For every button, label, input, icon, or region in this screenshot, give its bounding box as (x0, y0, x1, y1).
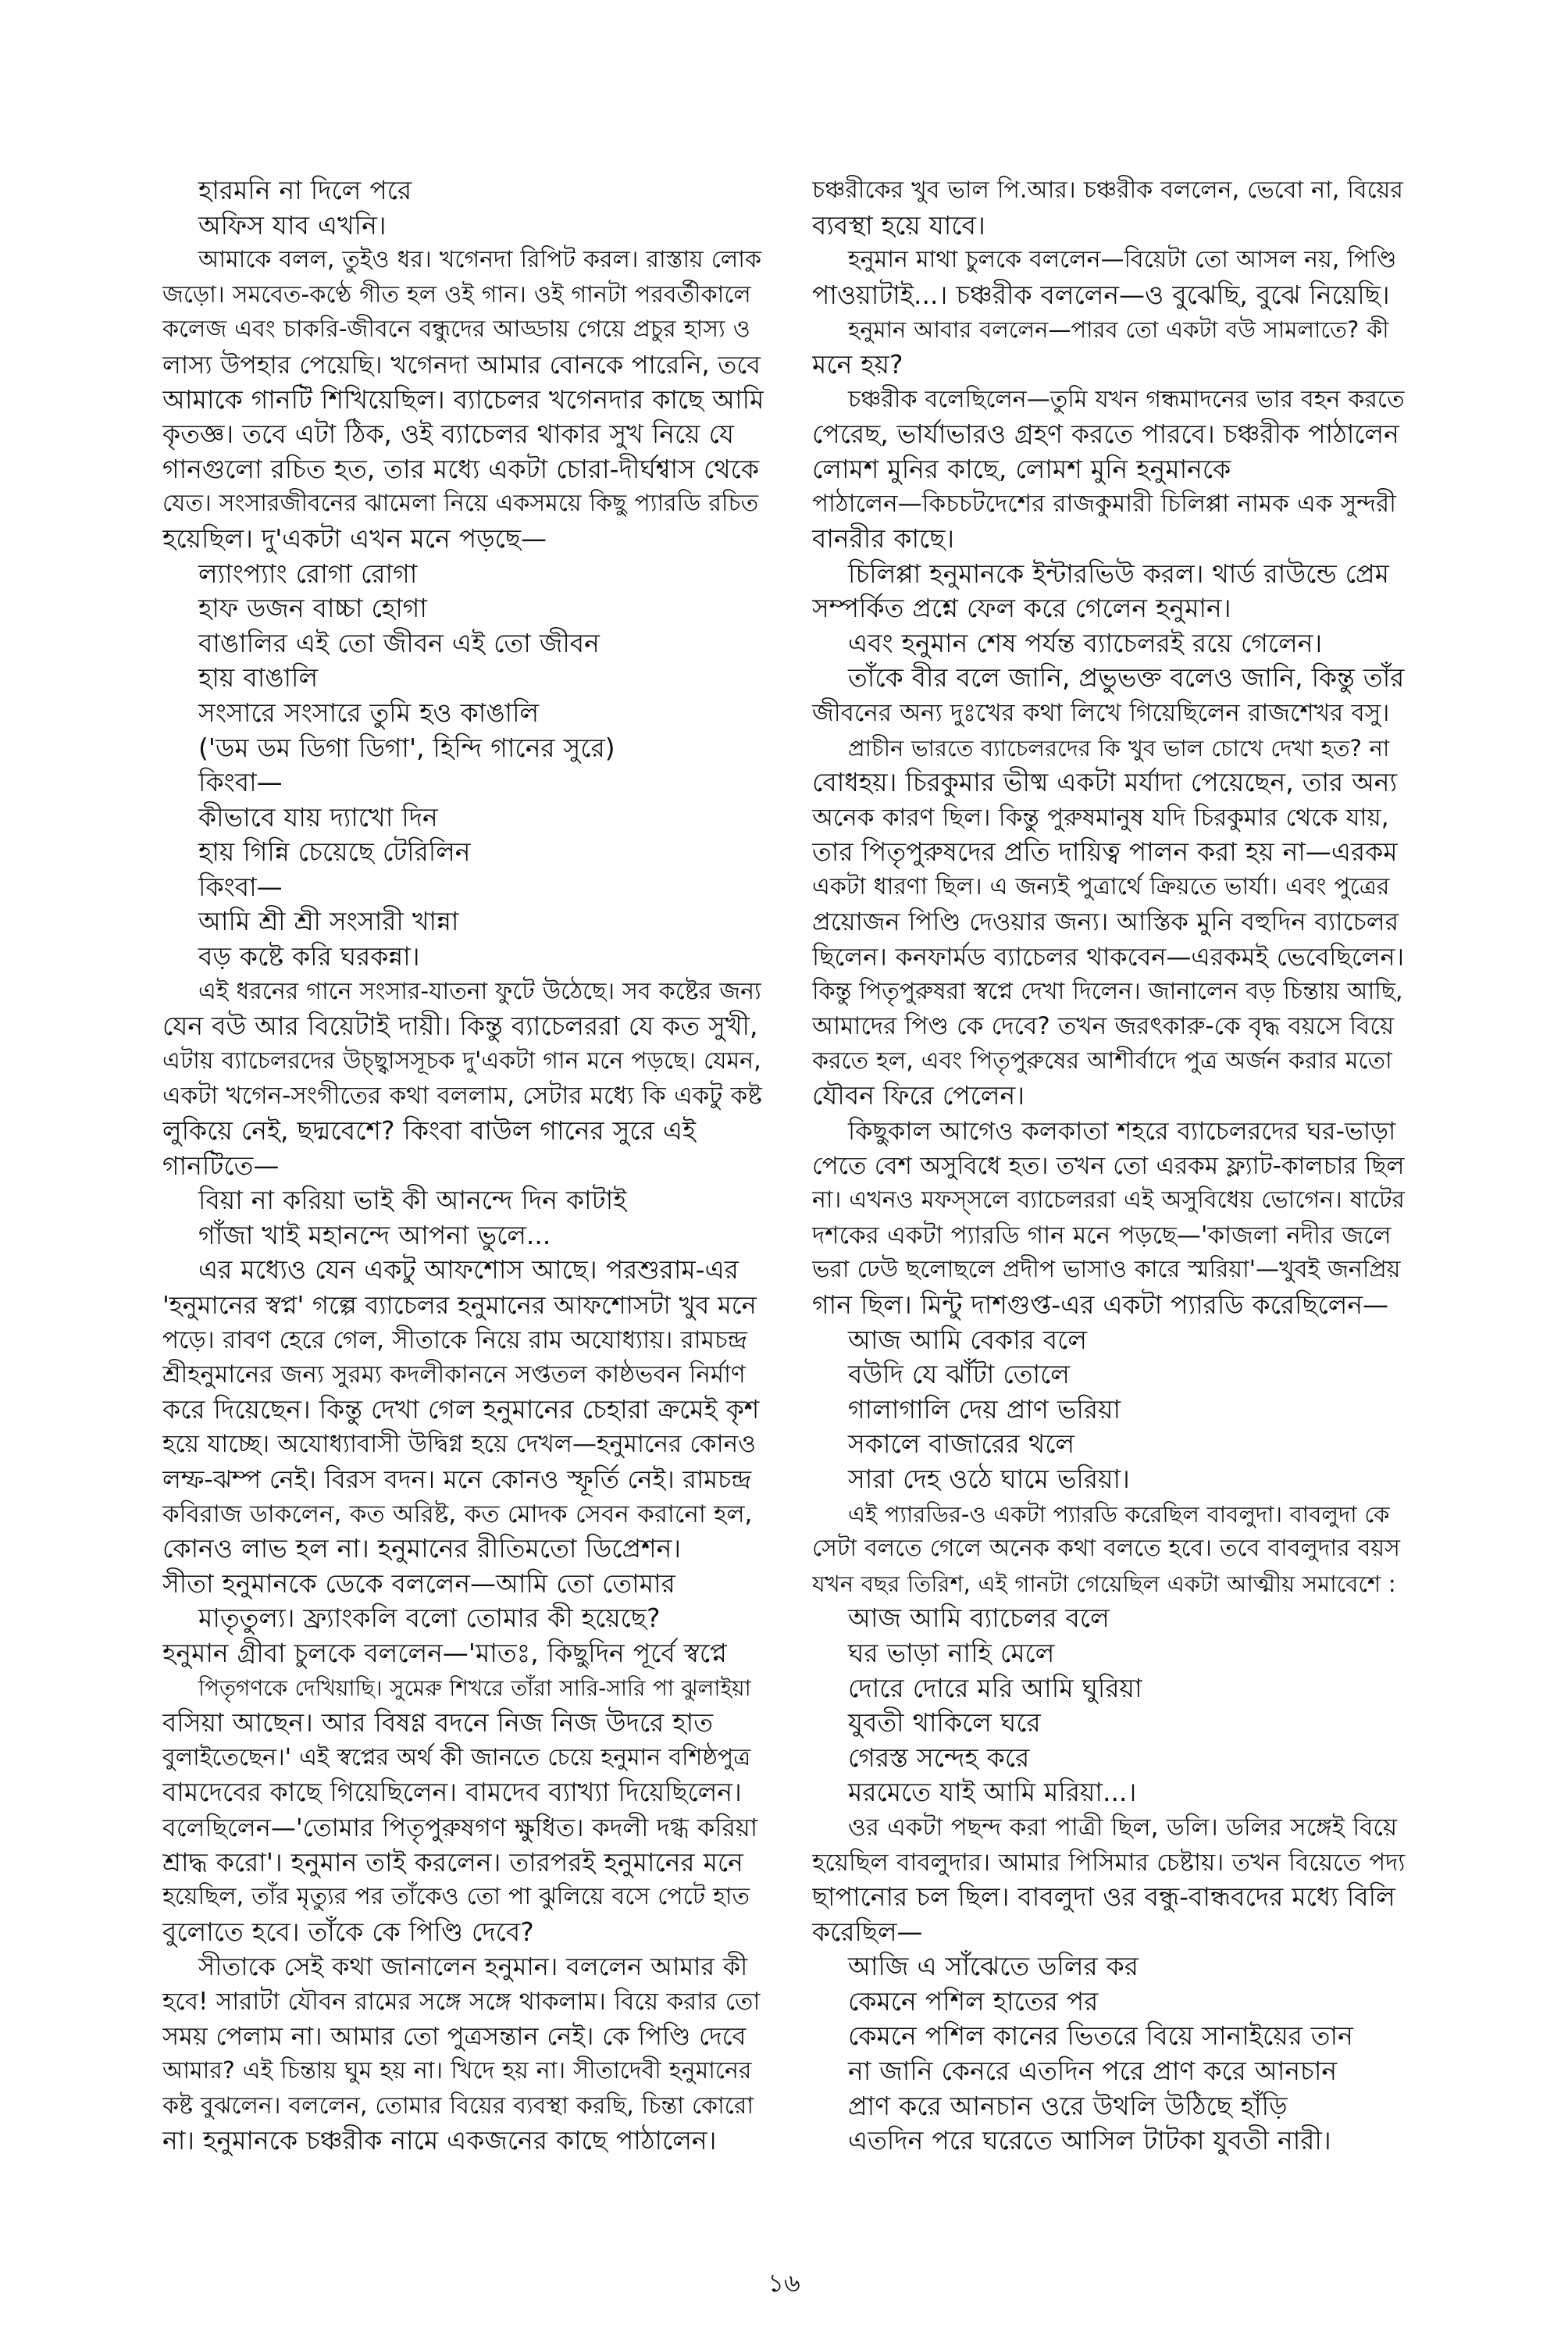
text-line: লম্ফ-ঝম্প নেই। বিরস বদন। মনে কোনও স্ফূর্তি নেই। রামচন্দ্র (162, 1464, 752, 1494)
text-line: কিংবা— (198, 767, 283, 798)
text-line: পেতে বেশ অসুবিধে হত। তখন তো এরকম ফ্ল্যাট-কালচার ছিল (812, 1151, 1405, 1180)
text-line: ঘর ভাড়া নাহি মেলে (848, 1637, 1055, 1668)
text-line: বামদেবের কাছে গিয়েছিলেন। বামদেব ব্যাখ্যা দিয়েছিলেন। (162, 1777, 742, 1808)
text-line: এই ধরনের গানে সংসার-যাতনা ফুটে উঠেছে। সব কষ্টের জন্য (198, 977, 761, 1005)
text-line: এতদিন পরে ঘরেতে আসিল টাটকা যুবতী নারী। (848, 2125, 1331, 2156)
text-line: যেত। সংসারজীবনের ঝামেলা নিয়ে একসময়ে কিছু প্যারডি রচিত (162, 490, 759, 518)
text-line: হনুমান আবার বললেন—পারব তো একটা বউ সামলাতে? কী (848, 316, 1389, 344)
text-line: দোরে দোরে মরি আমি ঘুরিয়া (848, 1672, 1142, 1703)
text-line: চিলিপ্পা হনুমানকে ইন্টারভিউ করল। থার্ড রাউন্ডে প্রেম (848, 558, 1389, 589)
text-line: সংসারে সংসারে তুমি হও কাঙালি (198, 697, 540, 728)
text-line: ('ডম ডম ডিগা ডিগা', হিন্দি গানের সুরে) (198, 732, 615, 763)
text-line: শ্রীহনুমানের জন্য সুরম্য কদলীকাননে সপ্ততল কাষ্ঠভবন নির্মাণ (162, 1360, 746, 1389)
text-line: গেরস্ত সন্দেহ করে (848, 1742, 1030, 1773)
text-line: করে দিয়েছেন। কিন্তু দেখা গেল হনুমানের চেহারা ক্রমেই কৃশ (162, 1393, 760, 1425)
text-line: গানগুলো রচিত হত, তার মধ্যে একটা চোরা-দীর্ঘশ্বাস থেকে (162, 453, 760, 484)
text-line: হয়েছিল। দু'একটা এখন মনে পড়ছে— (162, 522, 547, 554)
text-line: শ্রাদ্ধ করো'। হনুমান তাই করলেন। তারপরই হনুমানের মনে (162, 1846, 743, 1878)
text-line: করেছিল— (812, 1916, 923, 1947)
text-line: পড়ে। রাবণ হেরে গেল, সীতাকে নিয়ে রাম অযোধ্যায়। রামচন্দ্র (162, 1325, 747, 1354)
text-line: একটা খগেন-সংগীতের কথা বললাম, সেটার মধ্যে কি একটু কষ্ট (162, 1082, 762, 1111)
text-line: জীবনের অন্য দুঃখের কথা লিখে গিয়েছিলেন রাজশেখর বসু। (812, 698, 1390, 727)
text-line: চঞ্চরীক বলেছিলেন—তুমি যখন গন্ধমাদনের ভার বহন করতে (848, 385, 1405, 413)
text-line: কবিরাজ ডাকলেন, কত অরিষ্ট, কত মোদক সেবন করানো হল, (162, 1500, 753, 1528)
text-line: কেমনে পশিল কানের ভিতরে বিয়ে সানাইয়ের তান (848, 2020, 1353, 2052)
text-line: বসিয়া আছেন। আর বিষণ্ণ বদনে নিজ নিজ উদরে হাত (162, 1707, 713, 1738)
text-line: কিন্তু পিতৃপুরুষরা স্বপ্নে দেখা দিলেন। জানালেন বড় চিন্তায় আছি, (812, 977, 1403, 1005)
text-line: কোনও লাভ হল না। হনুমানের রীতিমতো ডিপ্রেশন। (162, 1533, 682, 1564)
text-line: মাতৃতুল্য। ফ্র্যাংকলি বলো তোমার কী হয়েছে? (198, 1603, 661, 1634)
text-line: আমি শ্রী শ্রী সংসারী খান্না (198, 906, 459, 937)
text-line: কীভাবে যায় দ্যাখো দিন (198, 801, 438, 833)
text-line: ছাপানোর চল ছিল। বাবলুদা ওর বন্ধু-বান্ধবদের মধ্যে বিলি (812, 1881, 1395, 1913)
text-line: প্রাণ করে আনচান ওরে উথলি উঠিছে হাঁড়ি (848, 2090, 1288, 2121)
text-line: হারমনি না দিলে পরে (198, 175, 412, 205)
text-line: হয়ে যাচ্ছে। অযোধ্যাবাসী উদ্বিগ্ন হয়ে দেখল—হনুমানের কোনও (162, 1430, 756, 1459)
text-line: যুবতী থাকিলে ঘরে (848, 1707, 1041, 1738)
text-line: যেন বউ আর বিয়েটাই দায়ী। কিন্তু ব্যাচেলররা যে কত সুখী, (162, 1011, 758, 1042)
text-line: কলেজ এবং চাকরি-জীবনে বন্ধুদের আড্ডায় গেয়ে প্রচুর হাস্য ও (162, 316, 750, 344)
text-line: হবে! সারাটা যৌবন রামের সঙ্গে সঙ্গে থাকলাম। বিয়ে করার তো (162, 1987, 761, 2016)
page-number: ১৬ (768, 2268, 800, 2298)
text-line: কষ্ট বুঝলেন। বললেন, তোমার বিয়ের ব্যবস্থা করছি, চিন্তা কোরো (162, 2091, 754, 2120)
text-line: কিংবা— (198, 871, 283, 902)
text-line: সীতাকে সেই কথা জানালেন হনুমান। বললেন আমার কী (198, 1952, 748, 1982)
text-line: লুকিয়ে নেই, ছদ্মবেশে? কিংবা বাউল গানের সুরে এই (162, 1115, 697, 1146)
text-line: না জানি কেনরে এতদিন পরে প্রাণ করে আনচান (848, 2056, 1338, 2087)
text-line: 'হনুমানের স্বপ্ন' গল্পে ব্যাচেলর হনুমানের আফশোসটা খুব মনে (162, 1290, 757, 1320)
text-line: এবং হনুমান শেষ পর্যন্ত ব্যাচেলরই রয়ে গেলেন। (848, 627, 1323, 658)
text-line: আজ আমি বেকার বলে (848, 1324, 1088, 1355)
text-line: সীতা হনুমানকে ডেকে বললেন—আমি তো তোমার (162, 1567, 675, 1599)
text-line: অনেক কারণ ছিল। কিন্তু পুরুষমানুষ যদি চিরকুমার থেকে যায়, (812, 803, 1389, 832)
text-line: প্রয়োজন পিণ্ডি দেওয়ার জন্য। আস্তিক মুনি বহুদিন ব্যাচেলর (812, 907, 1399, 937)
text-line: ল্যাংপ্যাং রোগা রোগা (198, 558, 418, 589)
text-line: পাওয়াটাই...। চঞ্চরীক বললেন—ও বুঝেছি, বুঝে নিয়েছি। (812, 279, 1390, 310)
text-line: বুলাইতেছেন।' এই স্বপ্নের অর্থ কী জানতে চেয়ে হনুমান বশিষ্ঠপুত্র (162, 1743, 751, 1771)
text-line: বাঙালির এই তো জীবন এই তো জীবন (198, 627, 600, 658)
text-line: আজ আমি ব্যাচেলর বলে (848, 1603, 1110, 1634)
text-line: আজি এ সাঁঝেতে ডলির কর (848, 1951, 1139, 1982)
text-line: মনে হয়? (812, 348, 903, 380)
text-line: হনুমান মাথা চুলকে বললেন—বিয়েটা তো আসল নয়, পিণ্ডি (848, 246, 1397, 274)
text-line: পেরেছ, ভার্যাভারও গ্রহণ করতে পারবে। চঞ্চরীক পাঠালেন (812, 419, 1399, 450)
text-line: যৌবন ফিরে পেলেন। (812, 1080, 1025, 1111)
text-line: দশকের একটা প্যারডি গান মনে পড়ছে—'কাজলা নদীর জলে (812, 1221, 1392, 1250)
text-line: হয়েছিল বাবলুদার। আমার পিসিমার চেষ্টায়। তখন বিয়েতে পদ্য (812, 1848, 1406, 1877)
text-line: আমাদের পিণ্ড কে দেবে? তখন জরৎকারু-কে বৃদ্ধ বয়সে বিয়ে (812, 1012, 1395, 1041)
text-line: বলেছিলেন—'তোমার পিতৃপুরুষগণ ক্ষুধিত। কদলী দগ্ধ করিয়া (162, 1812, 758, 1842)
left-column (162, 173, 764, 2159)
text-line: হাফ ডজন বাচ্চা হোগা (198, 593, 427, 624)
text-line: অফিস যাব এখনি। (198, 209, 387, 241)
text-line: কিছুকাল আগেও কলকাতা শহরে ব্যাচেলরদের ঘর-ভাড়া (848, 1116, 1396, 1146)
text-line: হায় বাঙালি (198, 662, 319, 694)
text-line: বউদি যে ঝাঁটা তোলে (848, 1359, 1070, 1390)
text-line: হায় গিন্নি চেয়েছে টেরিলিন (198, 836, 471, 868)
text-line: বানরীর কাছে। (812, 522, 955, 554)
right-column (812, 173, 1406, 2159)
text-line: এটায় ব্যাচেলরদের উচ্ছ্বাসসূচক দু'একটা গান মনে পড়ছে। যেমন, (162, 1047, 761, 1075)
text-line: করতে হল, এবং পিতৃপুরুষের আশীর্বাদে পুত্র অর্জন করার মতো (812, 1047, 1392, 1075)
text-line: বুলোতে হবে। তাঁকে কে পিণ্ডি দেবে? (162, 1916, 534, 1947)
text-line: প্রাচীন ভারতে ব্যাচেলরদের কি খুব ভাল চোখে দেখা হত? না (848, 734, 1390, 761)
text-line: লাস্য উপহার পেয়েছি। খগেনদা আমার বোনকে পারেনি, তবে (162, 349, 761, 380)
text-line: চঞ্চরীকের খুব ভাল পি.আর। চঞ্চরীক বললেন, ভেবো না, বিয়ের (812, 177, 1403, 204)
text-line: হয়েছিল, তাঁর মৃত্যুর পর তাঁকেও তো পা ঝুলিয়ে বসে পেটে হাত (162, 1883, 750, 1911)
text-line: না। এখনও মফস্সলে ব্যাচেলররা এই অসুবিধেয় ভোগেন। ষাটের (812, 1186, 1405, 1214)
text-line: বড় কষ্টে করি ঘরকন্না। (198, 941, 420, 972)
text-line: পাঠালেন—কিচচটদেশের রাজকুমারী চিলিপ্পা নামক এক সুন্দরী (812, 490, 1397, 519)
text-line: হনুমান গ্রীবা চুলকে বললেন—'মাতঃ, কিছুদিন পূর্বে স্বপ্নে (162, 1637, 727, 1668)
text-line: ওর একটা পছন্দ করা পাত্রী ছিল, ডলি। ডলির সঙ্গেই বিয়ে (848, 1813, 1398, 1842)
text-line: বিয়া না করিয়া ভাই কী আনন্দে দিন কাটাই (198, 1185, 627, 1216)
text-line: গানটিতে— (162, 1150, 280, 1181)
text-line: জড়ো। সমবেত-কণ্ঠে গীত হল ওই গান। ওই গানটা পরবর্তীকালে (162, 280, 751, 308)
text-line: বোধহয়। চিরকুমার ভীষ্ম একটা মর্যাদা পেয়েছেন, তার অন্য (812, 767, 1398, 798)
text-line: আমাকে বলল, তুইও ধর। খগেনদা রিপিট করল। রাস্তায় লোক (198, 246, 761, 274)
text-line: সম্পর্কিত প্রশ্নে ফেল করে গেলেন হনুমান। (812, 593, 1231, 624)
text-line: পিতৃগণকে দেখিয়াছি। সুমেরু শিখরে তাঁরা সারি-সারি পা ঝুলাইয়া (198, 1674, 751, 1701)
text-line: ব্যবস্থা হয়ে যাবে। (812, 209, 985, 241)
text-line: যখন বছর তিরিশ, এই গানটা গেয়েছিল একটা আত্মীয় সমাবেশে : (812, 1570, 1396, 1597)
text-line: গাঁজা খাই মহানন্দে আপনা ভুলে... (198, 1219, 551, 1250)
text-line: এই প্যারডির-ও একটা প্যারডি করেছিল বাবলুদা। বাবলুদা কে (848, 1500, 1390, 1528)
text-line: সেটা বলতে গেলে অনেক কথা বলতে হবে। তবে বাবলুদার বয়স (812, 1535, 1400, 1563)
text-line: তার পিতৃপুরুষদের প্রতি দায়িত্ব পালন করা হয় না—এরকম (812, 836, 1398, 868)
text-line: গান ছিল। মিন্টু দাশগুপ্ত-এর একটা প্যারডি করেছিলেন— (812, 1289, 1389, 1320)
text-line: কেমনে পশিল হাতের পর (848, 1985, 1099, 2017)
text-line: না। হনুমানকে চঞ্চরীক নামে একজনের কাছে পাঠালেন। (162, 2125, 717, 2156)
text-line: এর মধ্যেও যেন একটু আফশোস আছে। পরশুরাম-এর (198, 1254, 739, 1286)
text-line: আমার? এই চিন্তায় ঘুম হয় না। খিদে হয় না। সীতাদেবী হনুমানের (162, 2057, 752, 2085)
text-line: ভরা ঢেউ ছলোছলে প্রদীপ ভাসাও কারে স্মরিয়া'—খুবই জনপ্রিয় (812, 1256, 1401, 1284)
text-line: সময় পেলাম না। আমার তো পুত্রসন্তান নেই। কে পিণ্ডি দেবে (162, 2021, 747, 2052)
text-line: মরমেতে যাই আমি মরিয়া...। (848, 1777, 1137, 1808)
text-line: লোমশ মুনির কাছে, লোমশ মুনি হনুমানকে (812, 453, 1231, 484)
text-line: একটা ধারণা ছিল। এ জন্যই পুত্রার্থে ক্রিয়তে ভার্যা। এবং পুত্রের (812, 872, 1390, 900)
text-line: ছিলেন। কনফার্মড ব্যাচেলর থাকবেন—এরকমই ভেবেছিলেন। (812, 942, 1405, 972)
text-line: আমাকে গানটি শিখিয়েছিল। ব্যাচেলর খগেনদার কাছে আমি (162, 383, 764, 415)
text-line: সারা দেহ ওঠে ঘামে ভরিয়া। (848, 1463, 1130, 1494)
text-line: কৃতজ্ঞ। তবে এটা ঠিক, ওই ব্যাচেলর থাকার সুখ নিয়ে যে (162, 419, 735, 450)
text-line: সকালে বাজারের থলে (848, 1428, 1075, 1460)
text-line: তাঁকে বীর বলে জানি, প্রভুভক্ত বলেও জানি, কিন্তু তাঁর (848, 662, 1405, 694)
text-line: গালাগালি দেয় প্রাণ ভরিয়া (848, 1393, 1121, 1425)
